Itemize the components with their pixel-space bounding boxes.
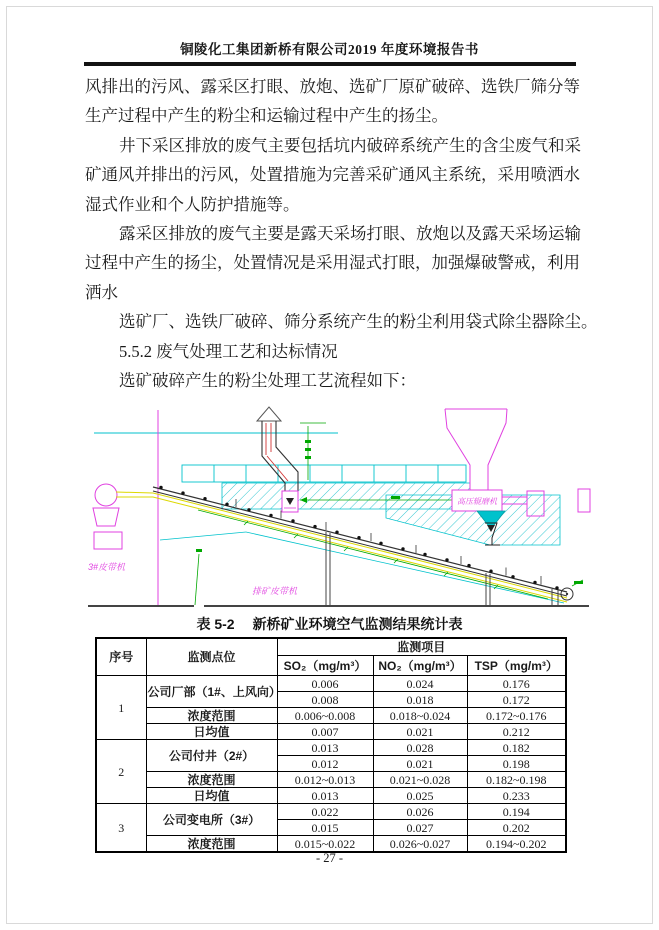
value-cell: 0.018~0.024 <box>373 708 467 724</box>
range-label-cell: 浓度范围 <box>146 708 277 724</box>
paragraph-line: 矿通风并排出的污风，处置措施为完善采矿通风主系统，采用喷洒水 <box>85 165 580 185</box>
process-flow-figure <box>86 406 591 612</box>
value-cell: 0.172 <box>467 692 566 708</box>
value-cell: 0.176 <box>467 676 566 692</box>
value-cell: 0.025 <box>373 788 467 804</box>
air-monitoring-table <box>95 637 567 853</box>
body-text <box>85 72 598 395</box>
value-cell: 0.015~0.022 <box>277 836 373 853</box>
daily-label-cell: 日均值 <box>146 788 277 804</box>
head-pulley-assembly <box>93 484 122 549</box>
exhaust-stack <box>257 407 298 491</box>
report-header-title: 铜陵化工集团新桥有限公司2019 年度环境报告书 <box>180 42 479 57</box>
table-row <box>96 740 566 756</box>
table-row <box>96 804 566 820</box>
value-cell: 0.006 <box>277 676 373 692</box>
value-cell: 0.028 <box>373 740 467 756</box>
mill-label: 高压辊磨机 <box>457 497 497 506</box>
header-rule <box>84 62 576 66</box>
value-cell: 0.194~0.202 <box>467 836 566 853</box>
seq-cell: 3 <box>96 804 146 853</box>
site-cell: 公司变电所（3#） <box>146 804 277 836</box>
table-row <box>96 788 566 804</box>
value-cell: 0.007 <box>277 724 373 740</box>
value-cell: 0.202 <box>467 820 566 836</box>
table-caption <box>0 614 659 634</box>
daily-label-cell: 日均值 <box>146 724 277 740</box>
seq-cell: 1 <box>96 676 146 740</box>
paragraph-line: 风排出的污风、露采区打眼、放炮、选矿厂原矿破碎、选铁厂筛分等 <box>85 77 580 96</box>
dust-collector-fan <box>282 491 298 512</box>
value-cell: 0.021 <box>373 724 467 740</box>
table-caption-title: 新桥矿业环境空气监测结果统计表 <box>252 616 463 632</box>
value-cell: 0.027 <box>373 820 467 836</box>
table-row <box>96 836 566 853</box>
table-row <box>96 676 566 692</box>
table-row <box>96 724 566 740</box>
hatched-slab <box>222 483 560 545</box>
value-cell: 0.026 <box>373 804 467 820</box>
value-cell: 0.008 <box>277 692 373 708</box>
paragraph-line: 生产过程中产生的粉尘和运输过程中产生的扬尘。 <box>85 106 448 126</box>
value-cell: 0.012~0.013 <box>277 772 373 788</box>
value-cell: 0.182~0.198 <box>467 772 566 788</box>
process-flow-diagram <box>86 406 591 612</box>
value-cell: 0.198 <box>467 756 566 772</box>
page-number: - 27 - <box>315 851 344 865</box>
range-label-cell: 浓度范围 <box>146 836 277 853</box>
value-cell: 0.015 <box>277 820 373 836</box>
ore-belt-label: 排矿皮带机 <box>252 586 298 596</box>
paragraph-line: 过程中产生的扬尘，处置情况是采用湿式打眼，加强爆破警戒，利用 <box>85 253 580 273</box>
value-cell: 0.013 <box>277 788 373 804</box>
col-header-site: 监测点位 <box>146 638 277 676</box>
paragraph-line: 选矿厂、选铁厂破碎、筛分系统产生的粉尘利用袋式除尘器除尘。 <box>119 312 598 332</box>
col-header-seq: 序号 <box>96 638 146 676</box>
range-label-cell: 浓度范围 <box>146 772 277 788</box>
col-header-no2: NO₂（mg/m³） <box>373 656 467 676</box>
value-cell: 0.024 <box>373 676 467 692</box>
value-cell: 0.022 <box>277 804 373 820</box>
value-cell: 0.194 <box>467 804 566 820</box>
col-header-so2: SO₂（mg/m³） <box>277 656 373 676</box>
value-cell: 0.182 <box>467 740 566 756</box>
paragraph-line: 湿式作业和个人防护措施等。 <box>85 194 300 214</box>
value-cell: 0.026~0.027 <box>373 836 467 853</box>
table-row <box>96 772 566 788</box>
value-cell: 0.021 <box>373 756 467 772</box>
site-cell: 公司付井（2#） <box>146 740 277 772</box>
seq-cell: 2 <box>96 740 146 804</box>
table-row <box>96 708 566 724</box>
value-cell: 0.012 <box>277 756 373 772</box>
value-cell: 0.006~0.008 <box>277 708 373 724</box>
value-cell: 0.013 <box>277 740 373 756</box>
value-cell: 0.172~0.176 <box>467 708 566 724</box>
belt3-label: 3#皮带机 <box>88 562 126 572</box>
paragraph-line: 井下采区排放的废气主要包括坑内破碎系统产生的含尘废气和采 <box>119 135 581 155</box>
site-cell: 公司厂部（1#、上风向） <box>146 676 277 708</box>
section-heading: 5.5.2 废气处理工艺和达标情况 <box>119 341 338 361</box>
value-cell: 0.018 <box>373 692 467 708</box>
value-cell: 0.233 <box>467 788 566 804</box>
table-caption-number: 表 5-2 <box>196 616 235 632</box>
paragraph-line: 选矿破碎产生的粉尘处理工艺流程如下： <box>119 371 416 391</box>
paragraph-line: 露采区排放的废气主要是露天采场打眼、放炮以及露天采场运输 <box>119 224 581 244</box>
value-cell: 0.021~0.028 <box>373 772 467 788</box>
col-header-items: 监测项目 <box>277 638 566 656</box>
col-header-tsp: TSP（mg/m³） <box>467 656 566 676</box>
value-cell: 0.212 <box>467 724 566 740</box>
building-band <box>182 465 466 482</box>
paragraph-line: 洒水 <box>85 282 118 302</box>
